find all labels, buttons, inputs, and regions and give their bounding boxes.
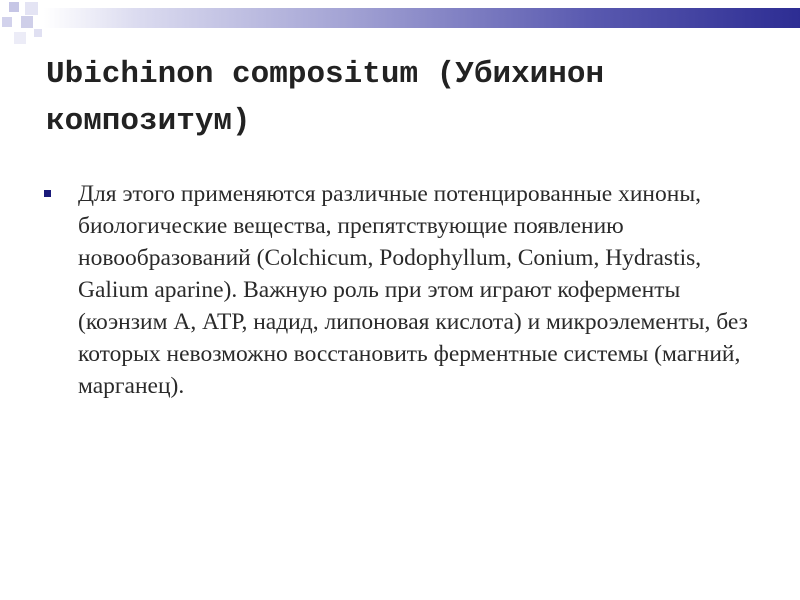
decor-square (34, 29, 42, 37)
decor-square (21, 16, 33, 28)
decor-square (25, 2, 38, 15)
bullet-item (42, 178, 762, 402)
bullet-text: Для этого применяются различные потенцированные хиноны, биологические вещества, препятствующие появлению новообразований (Colchicum, Podophyllum, Conium, Hydrastis, Galium aparine). Важную роль при этом играют коферменты (коэнзим А, АТР, надид, липоновая кислота) и микроэлементы, без которых невозможно восстановить ферментные системы (магний, марганец). (78, 181, 748, 399)
bullet-list (42, 178, 762, 402)
square-bullet-icon (44, 190, 51, 197)
header-gradient-bar (44, 8, 800, 28)
decor-square (2, 17, 12, 27)
decor-square (9, 2, 19, 12)
slide-title: Ubichinon compositum (Убихинон композитум) (46, 57, 605, 139)
decor-square (14, 32, 26, 44)
